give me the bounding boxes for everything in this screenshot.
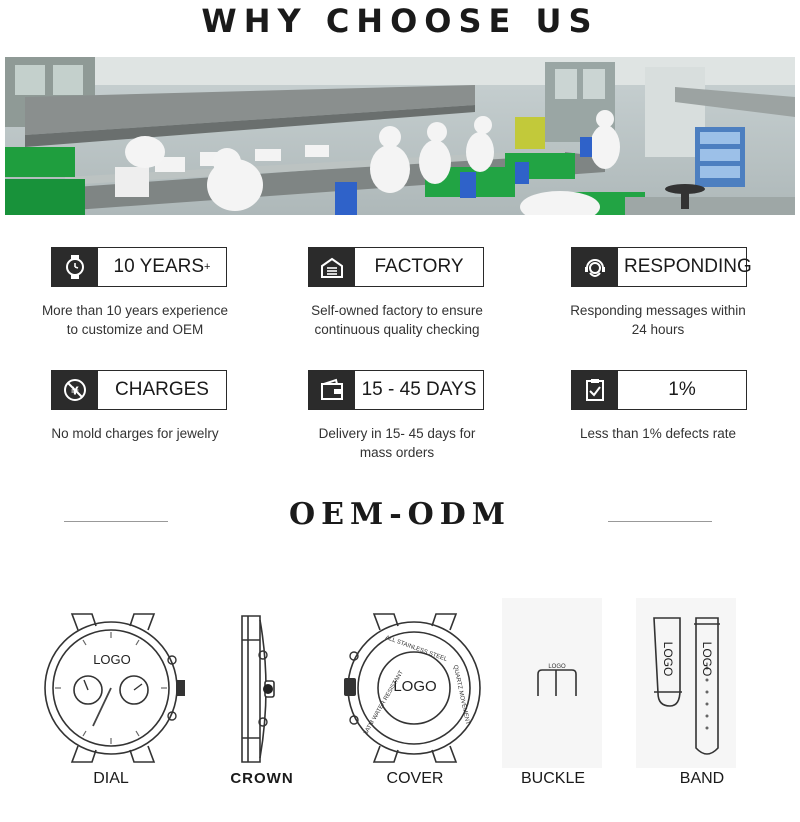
feature-badge-defects	[571, 370, 747, 410]
feature-label-years-sup: +	[204, 261, 211, 273]
feature-badge-responding	[571, 247, 752, 287]
feature-badge-factory	[308, 247, 484, 287]
feature-badge-days	[308, 370, 484, 410]
feature-label-responding: RESPONDING	[624, 256, 752, 277]
feature-desc-responding: Responding messages within 24 hours	[570, 303, 746, 337]
part-label-cover: COVER	[386, 770, 444, 787]
feature-desc-defects: Less than 1% defects rate	[579, 426, 737, 441]
part-label-buckle: BUCKLE	[520, 770, 586, 787]
feature-label-defects: 1%	[668, 379, 696, 400]
oem-odm-title: OEM-ODM	[288, 497, 511, 532]
factory-photo	[5, 57, 795, 215]
feature-label-days: 15 - 45 DAYS	[361, 379, 477, 400]
no-charge-icon	[52, 371, 98, 409]
wallet-icon	[309, 371, 355, 409]
feature-badge-charges	[51, 370, 227, 410]
feature-label-charges: CHARGES	[115, 379, 209, 400]
svg-text:¥: ¥	[71, 384, 79, 398]
part-label-crown: CROWN	[230, 770, 294, 787]
feature-desc-factory: Self-owned factory to ensure continuous quality checking	[311, 303, 483, 337]
feature-label-years: 10 YEARS	[113, 256, 205, 277]
part-label-dial: DIAL	[93, 770, 129, 787]
cover-logo: LOGO	[393, 678, 437, 695]
divider-right	[608, 521, 712, 522]
feature-desc-charges: No mold charges for jewelry	[51, 426, 219, 441]
page-title: WHY CHOOSE US	[201, 2, 599, 40]
cover-ring-text-right: QUARTZ MOVEMENT	[451, 664, 471, 726]
band-logo-left: LOGO	[661, 641, 675, 677]
buckle-logo: LOGO	[548, 664, 566, 670]
headset-icon	[572, 248, 618, 286]
band-illustration	[636, 598, 736, 768]
clipboard-check-icon	[572, 371, 618, 409]
buckle-illustration	[502, 598, 602, 768]
feature-label-factory: FACTORY	[374, 256, 464, 277]
feature-desc-days: Delivery in 15- 45 days for mass orders	[318, 426, 476, 460]
band-logo-right: LOGO	[700, 641, 714, 677]
cover-illustration	[338, 608, 488, 768]
crown-illustration	[230, 610, 280, 768]
feature-badge-years	[51, 247, 227, 287]
part-label-band: BAND	[679, 770, 725, 787]
dial-logo: LOGO	[93, 652, 131, 667]
factory-icon	[309, 248, 355, 286]
cover-ring-text-top: ALL STAINLESS STEEL	[384, 635, 448, 663]
dial-illustration	[38, 608, 188, 768]
feature-desc-years: More than 10 years experience to customize and OEM	[41, 303, 229, 337]
watch-icon	[52, 248, 98, 286]
cover-ring-text-bottom: 3ATM WATER RESISTANT	[363, 669, 405, 737]
